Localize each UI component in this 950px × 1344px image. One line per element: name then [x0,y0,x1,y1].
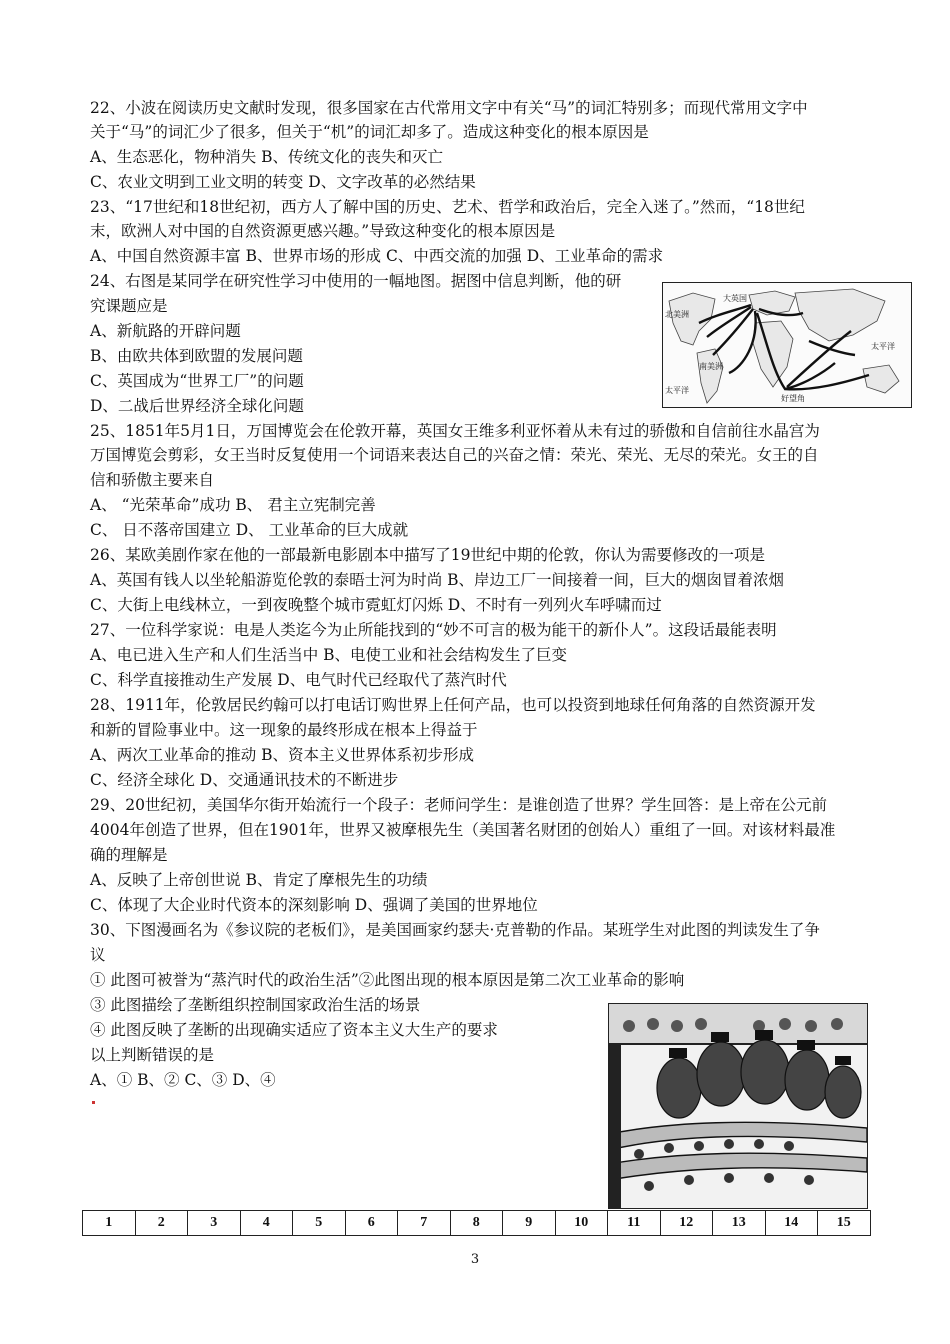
map-label-pacific-right: 太平洋 [871,342,895,351]
text-line: ① 此图可被誉为“蒸汽时代的政治生活”②此图出现的根本原因是第二次工业革命的影响 [90,971,685,989]
map-label-north-america: 北美洲 [665,310,689,319]
text-line: 末，欧洲人对中国的自然资源更感兴趣。”导致这种变化的根本原因是 [90,222,556,240]
answer-number-cell: 12 [660,1211,713,1236]
answer-number-cell: 10 [555,1211,608,1236]
answer-number-row [83,1211,871,1236]
text-line: 信和骄傲主要来自 [90,471,215,489]
text-line: ④ 此图反映了垄断的出现确实适应了资本主义大生产的要求 [90,1021,498,1039]
text-line: 27、一位科学家说：电是人类迄今为止所能找到的“妙不可言的极为能干的新仆人”。这段话最能表明 [90,621,777,639]
answer-number-cell: 14 [765,1211,818,1236]
answer-number-cell: 9 [503,1211,556,1236]
page-number: 3 [470,1252,480,1267]
text-line: A、新航路的开辟问题 [90,322,241,340]
text-line: A、中国自然资源丰富 B、世界市场的形成 C、中西交流的加强 D、工业革命的需求 [90,247,664,265]
text-line: 和新的冒险事业中。这一现象的最终形成在根本上得益于 [90,721,478,739]
text-line: 25、1851年5月1日，万国博览会在伦敦开幕，英国女王维多利亚怀着从未有过的骄傲和自信前往水晶宫为 [90,422,820,440]
text-line: 24、右图是某同学在研究性学习中使用的一幅地图。据图中信息判断，他的研 [90,272,622,290]
map-label-south-america: 南美洲 [699,362,723,371]
text-line: C、经济全球化 D、交通通讯技术的不断进步 [90,771,399,789]
red-mark [92,1101,95,1104]
text-line: B、由欧共体到欧盟的发展问题 [90,347,303,365]
text-line: A、生态恶化，物种消失 B、传统文化的丧失和灭亡 [90,148,444,166]
world-map-image [663,283,911,407]
answer-number-cell: 11 [608,1211,661,1236]
text-line: A、电已进入生产和人们生活当中 B、电使工业和社会结构发生了巨变 [90,646,568,664]
cartoon-image [609,1004,867,1208]
text-line: 关于“马”的词汇少了很多，但关于“机”的词汇却多了。造成这种变化的根本原因是 [90,123,649,141]
text-line: C、农业文明到工业文明的转变 D、文字改革的必然结果 [90,173,476,191]
answer-number-cell: 4 [240,1211,293,1236]
text-line: 22、小波在阅读历史文献时发现，很多国家在古代常用文字中有关“马”的词汇特别多；而现代常用文字中 [90,99,808,117]
text-line: A、① B、② C、③ D、④ [90,1071,276,1089]
text-line: 29、20世纪初，美国华尔街开始流行一个段子：老师问学生：是谁创造了世界？学生回答：是上帝在公元前 [90,796,827,814]
text-line: 30、下图漫画名为《参议院的老板们》，是美国画家约瑟夫·克普勒的作品。某班学生对此图的判读发生了争 [90,921,820,939]
text-line: 议 [90,946,106,964]
text-line: 以上判断错误的是 [90,1046,215,1064]
answer-number-cell: 13 [713,1211,766,1236]
text-line: 究课题应是 [90,297,168,315]
answer-number-cell: 5 [293,1211,346,1236]
map-label-pacific-left: 太平洋 [665,386,689,395]
text-line: 28、1911年，伦敦居民约翰可以打电话订购世界上任何产品，也可以投资到地球任何角落的自然资源开发 [90,696,816,714]
text-line: 万国博览会剪彩，女王当时反复使用一个词语来表达自己的兴奋之情：荣光、荣光、无尽的荣光。女王的自 [90,446,819,464]
answer-number-cell: 7 [398,1211,451,1236]
text-line: C、大街上电线林立，一到夜晚整个城市霓虹灯闪烁 D、不时有一列列火车呼啸而过 [90,596,662,614]
answer-number-cell: 8 [450,1211,503,1236]
text-line: ③ 此图描绘了垄断组织控制国家政治生活的场景 [90,996,421,1014]
text-line: 23、“17世纪和18世纪初，西方人了解中国的历史、艺术、哲学和政治后，完全入迷了。”然而，“18世纪 [90,198,805,216]
text-line: A、 “光荣革命”成功 B、 君主立宪制完善 [90,496,376,514]
answer-number-cell: 6 [345,1211,398,1236]
answer-number-cell: 15 [818,1211,871,1236]
senate-bosses-cartoon-figure [608,1003,868,1209]
text-line: C、英国成为“世界工厂”的问题 [90,372,304,390]
map-label-cape: 好望角 [781,394,805,403]
text-line: A、反映了上帝创世说 B、肯定了摩根先生的功绩 [90,871,428,889]
answer-number-cell: 2 [135,1211,188,1236]
text-line: 4004年创造了世界，但在1901年，世界又被摩根先生（美国著名财团的创始人）重组了一回。对该材料最准 [90,821,836,839]
text-line: C、 日不落帝国建立 D、 工业革命的巨大成就 [90,521,409,539]
text-line: C、体现了大企业时代资本的深刻影响 D、强调了美国的世界地位 [90,896,538,914]
text-line: A、两次工业革命的推动 B、资本主义世界体系初步形成 [90,746,475,764]
text-line: 26、某欧美剧作家在他的一部最新电影剧本中描写了19世纪中期的伦敦，你认为需要修改的一项是 [90,546,765,564]
map-label-britain: 大英国 [723,294,747,303]
text-line: C、科学直接推动生产发展 D、电气时代已经取代了蒸汽时代 [90,671,507,689]
answer-table [82,1210,871,1236]
text-line: D、二战后世界经济全球化问题 [90,397,304,415]
text-line: A、英国有钱人以坐轮船游览伦敦的泰晤士河为时尚 B、岸边工厂一间接着一间，巨大的烟囱冒着浓烟 [90,571,785,589]
trade-route-map-figure [662,282,912,408]
answer-number-cell: 3 [188,1211,241,1236]
answer-number-cell: 1 [83,1211,136,1236]
text-line: 确的理解是 [90,846,168,864]
